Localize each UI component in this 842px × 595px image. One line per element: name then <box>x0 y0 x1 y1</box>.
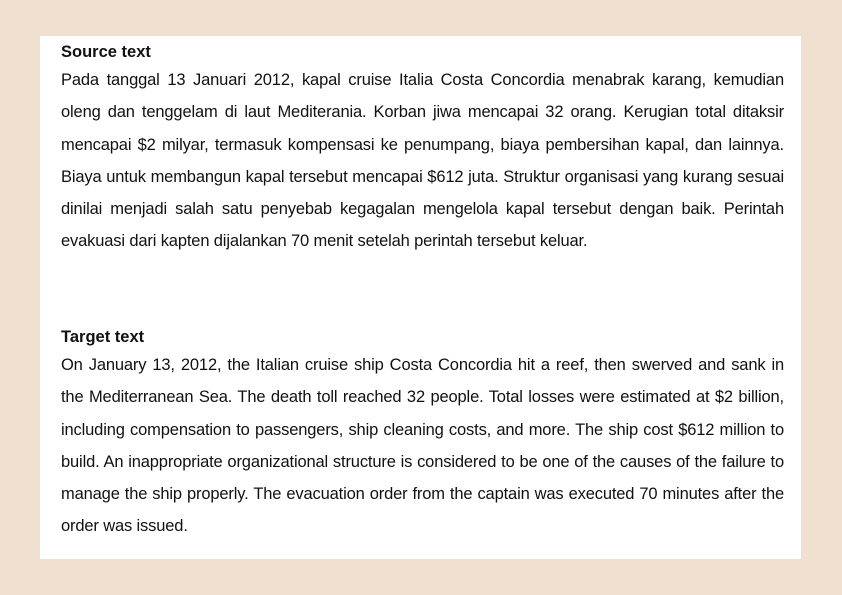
target-heading: Target text <box>61 328 145 346</box>
source-paragraph: Pada tanggal 13 Januari 2012, kapal cruise Italia Costa Concordia menabrak karang, kemudian oleng dan tenggelam di laut Mediterania. Korban jiwa mencapai 32 orang. Kerugian total ditaksir mencapai $2 milyar, termasuk kompensasi ke penumpang, biaya pembersihan kapal, dan lainnya. Biaya untuk membangun kapal tersebut mencapai $612 juta. Struktur organisasi yang kurang sesuai dinilai menjadi salah satu penyebab kegagalan mengelola kapal tersebut dengan baik. Perintah evakuasi dari kapten dijalankan 70 menit setelah perintah tersebut keluar. <box>61 71 784 251</box>
target-paragraph: On January 13, 2012, the Italian cruise ship Costa Concordia hit a reef, then swerved and sank in the Mediterranean Sea. The death toll reached 32 people. Total losses were estimated at $2 billion, including compensation to passengers, ship cleaning costs, and more. The ship cost $612 million to build. An inappropriate organizational structure is considered to be one of the causes of the failure to manage the ship properly. The evacuation order from the captain was executed 70 minutes after the order was issued. <box>61 356 784 536</box>
source-heading: Source text <box>61 43 151 61</box>
document-card <box>40 36 801 559</box>
source-section <box>61 42 784 258</box>
target-section <box>61 327 784 543</box>
